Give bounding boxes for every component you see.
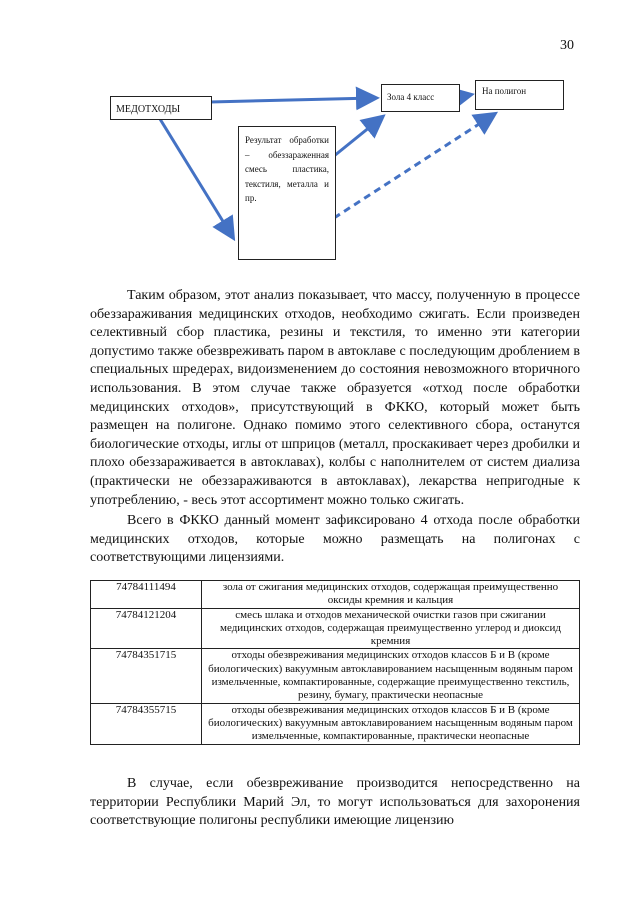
arrow-result-to-ash <box>334 118 381 156</box>
fkko-code: 74784111494 <box>91 581 202 609</box>
process-flow-diagram <box>0 0 640 280</box>
fkko-codes-table <box>90 580 580 745</box>
arrow-result-to-landfill-dashed <box>334 115 493 218</box>
fkko-code: 74784355715 <box>91 703 202 744</box>
fkko-description: смесь шлака и отходов механической очистки газов при сжигании медицинских отходов, содержащая преимущественно углерод и диоксид кремния <box>202 608 580 649</box>
fkko-code: 74784351715 <box>91 649 202 703</box>
paragraph-fkko-summary: Всего в ФККО данный момент зафиксировано 4 отхода после обработки медицинских отходов, которые можно размещать на полигонах с соответствующими лицензиями. <box>90 513 580 566</box>
paragraph-mari-el: В случае, если обезвреживание производится непосредственно на территории Республики Марий Эл, то могут использоваться для захоронения соответствующие полигоны республики имеющие лицензию <box>90 776 580 829</box>
treatment-result-label: Результат обработки – обеззараженная смесь пластика, текстиля, металла и пр. <box>245 135 329 203</box>
ash-label: Зола 4 класс <box>387 92 435 102</box>
medwaste-box <box>110 96 212 120</box>
arrow-medwaste-to-ash <box>210 98 374 102</box>
medwaste-label: МЕДОТХОДЫ <box>116 104 181 115</box>
table-row <box>91 581 580 609</box>
table-row <box>91 703 580 744</box>
paragraph-analysis: Таким образом, этот анализ показывает, что массу, полученную в процессе обеззараживания медицинских отходов, необходимо сжигать. Если произведен селективный сбор пластика, резины и текстиля, то именно эти категории допустимо также обезвреживать паром в автоклаве с последующим дроблением в специальных шредерах, видоизменением до состояния невозможного вторичного использования. В этом случае также образуется «отход после обработки медицинских отходов», присутствующий в ФККО, который может быть размещен на полигоне. Однако помимо этого селективного сбора, останутся биологические отходы, иглы от шприцов (металл, проскакивает через дробилки и плохо обеззараживается в автоклавах), колбы с наполнителем от систем диализа (практически не обеззараживаются в автоклавах), лекарства непригодные к употреблению, - весь этот ассортимент можно только сжигать. <box>90 288 580 508</box>
treatment-result-box <box>238 126 336 260</box>
landfill-box <box>475 80 564 110</box>
fkko-description: зола от сжигания медицинских отходов, содержащая преимущественно оксиды кремния и кальция <box>202 581 580 609</box>
page-number: 30 <box>560 38 574 53</box>
table-row <box>91 608 580 649</box>
fkko-description: отходы обезвреживания медицинских отходов классов Б и В (кроме биологических) вакуумным автоклавированием насыщенным водяным паром измельченные, компактированные, содержащие преимущественно текстиль, резину, бумагу, практически неопасные <box>202 649 580 703</box>
table-row <box>91 649 580 703</box>
arrow-medwaste-to-result <box>160 119 232 236</box>
landfill-label: На полигон <box>482 86 527 96</box>
fkko-description: отходы обезвреживания медицинских отходов классов Б и В (кроме биологических) вакуумным автоклавированием насыщенным водяным паром измельченные, компактированные, практически неопасные <box>202 703 580 744</box>
fkko-code: 74784121204 <box>91 608 202 649</box>
arrow-ash-to-landfill <box>459 95 469 97</box>
ash-box <box>381 84 460 112</box>
